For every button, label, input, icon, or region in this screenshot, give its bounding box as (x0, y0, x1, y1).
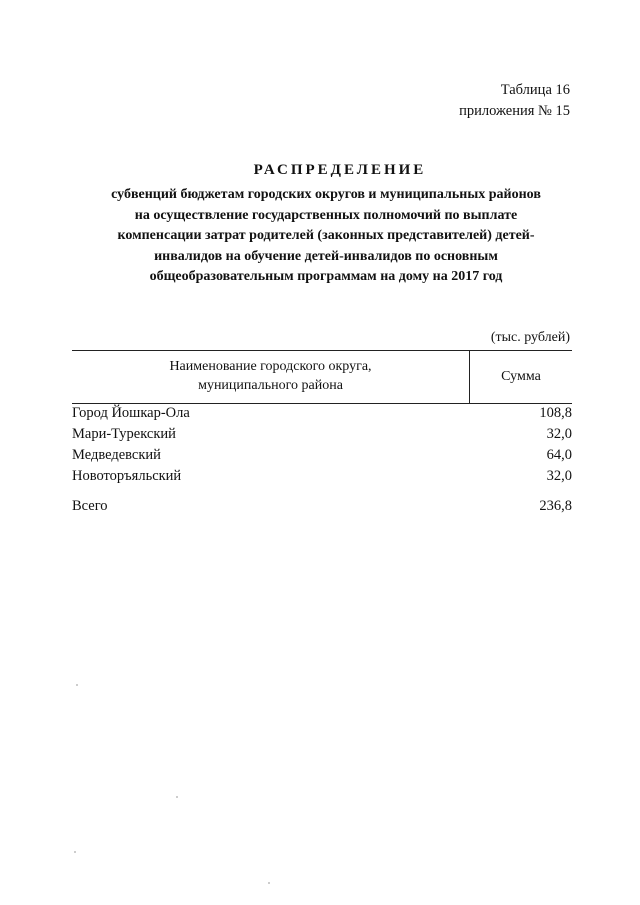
table-row (72, 424, 572, 445)
subtitle-line: общеобразовательным программам на дому на 2017 год (149, 269, 503, 284)
table-row (72, 445, 572, 466)
table-row (72, 403, 572, 424)
table-body (72, 403, 572, 487)
table-row (72, 466, 572, 487)
row-name: Город Йошкар-Ола (72, 405, 190, 421)
scan-speck (268, 882, 270, 884)
row-value: 108,8 (539, 405, 572, 421)
row-value: 32,0 (546, 468, 572, 484)
scan-speck (74, 851, 76, 853)
subtitle-line: субвенций бюджетам городских округов и муниципальных районов (111, 187, 541, 202)
total-value: 236,8 (539, 498, 572, 514)
scan-speck (176, 796, 178, 798)
document-title: РАСПРЕДЕЛЕНИЕ (253, 162, 427, 178)
row-name: Мари-Турекский (72, 426, 176, 442)
units-label: (тыс. рублей) (490, 330, 570, 345)
appendix-reference (459, 80, 570, 122)
table-total-row (72, 496, 572, 517)
row-value: 32,0 (546, 426, 572, 442)
column-header-name (72, 351, 470, 403)
column-header-name-line: муниципального района (198, 378, 343, 393)
column-header-sum: Сумма (501, 369, 541, 384)
table-header (72, 350, 572, 404)
row-name: Новоторъяльский (72, 468, 182, 484)
subtitle-line: на осуществление государственных полномочий по выплате (134, 207, 518, 223)
total-label: Всего (72, 498, 108, 514)
scan-speck (76, 684, 78, 686)
document-subtitle (72, 185, 580, 288)
subtitle-line: инвалидов на обучение детей-инвалидов по основным (154, 248, 498, 264)
row-name: Медведевский (72, 447, 161, 463)
table-number: Таблица 16 (500, 82, 570, 98)
appendix-number: приложения № 15 (459, 103, 570, 119)
subtitle-line: компенсации затрат родителей (законных представителей) детей- (117, 228, 535, 243)
row-value: 64,0 (546, 447, 572, 463)
column-header-name-line: Наименование городского округа, (169, 359, 372, 374)
